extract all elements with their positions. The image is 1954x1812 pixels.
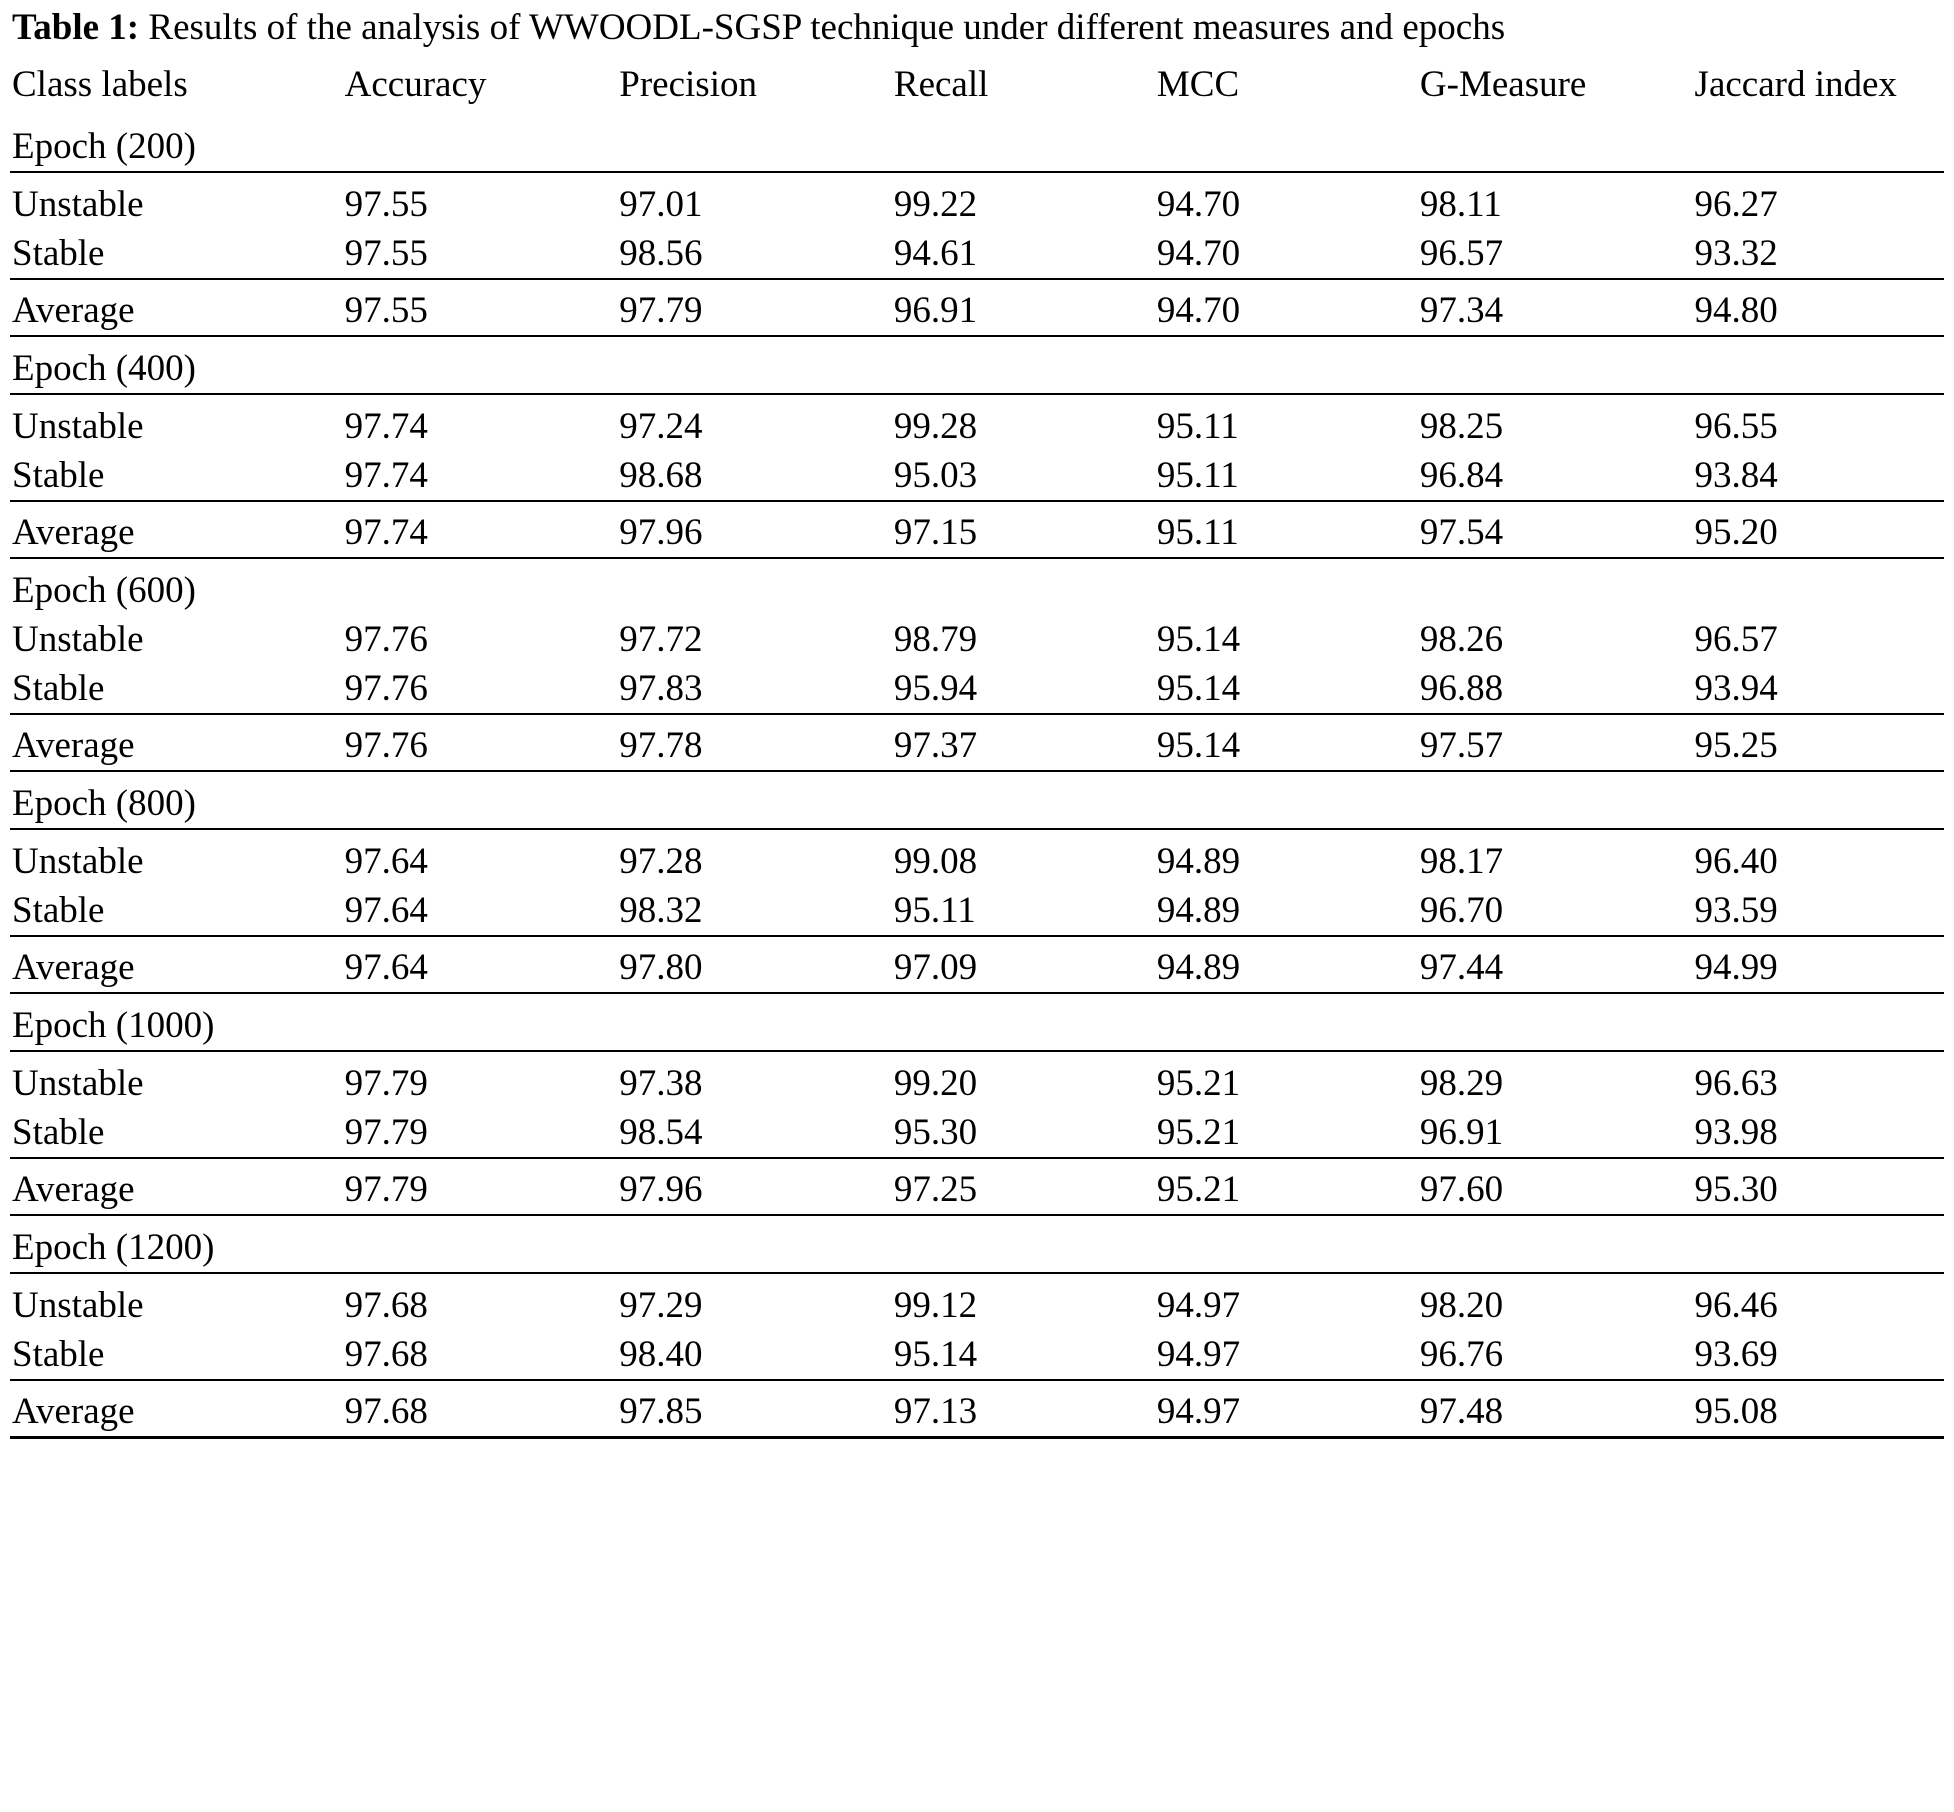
row-label: Stable xyxy=(12,454,105,496)
group-spacer xyxy=(892,1215,1155,1273)
group-header-row xyxy=(10,115,1944,172)
table-row-average xyxy=(10,936,1944,993)
group-label: Epoch (800) xyxy=(10,771,343,829)
cell-recall: 99.08 xyxy=(892,829,1155,886)
cell-g-measure: 98.26 xyxy=(1419,618,1504,660)
table-row xyxy=(10,394,1944,451)
cell-precision: 97.80 xyxy=(617,936,892,993)
cell-accuracy: 97.74 xyxy=(344,454,428,496)
row-label: Stable xyxy=(12,1111,105,1153)
cell-jaccard-index: 95.30 xyxy=(1693,1158,1944,1215)
cell-g-measure: 96.84 xyxy=(1419,454,1504,496)
table-row-average xyxy=(10,714,1944,771)
row-label: Unstable xyxy=(10,172,343,229)
column-header-jaccard-index: Jaccard index xyxy=(1694,63,1897,105)
table-head xyxy=(10,60,1944,115)
group-header-row xyxy=(10,993,1944,1051)
cell-g-measure: 96.57 xyxy=(1419,232,1504,274)
row-label: Stable xyxy=(12,232,105,274)
group-header-row xyxy=(10,1215,1944,1273)
group-label: Epoch (600) xyxy=(10,558,343,615)
group-header-row xyxy=(10,771,1944,829)
group-label: Epoch (400) xyxy=(10,336,343,394)
table-row xyxy=(10,1330,1944,1380)
row-label: Stable xyxy=(12,667,105,709)
cell-precision: 98.54 xyxy=(619,1111,703,1153)
table-row xyxy=(10,172,1944,229)
group-spacer xyxy=(892,115,1155,172)
row-label: Average xyxy=(10,1158,343,1215)
column-header-mcc: MCC xyxy=(1156,63,1240,105)
table-row xyxy=(10,829,1944,886)
cell-g-measure: 96.88 xyxy=(1419,667,1504,709)
cell-recall: 99.28 xyxy=(892,394,1155,451)
cell-g-measure: 96.91 xyxy=(1419,1111,1504,1153)
group-label: Epoch (1200) xyxy=(10,1215,343,1273)
row-label: Unstable xyxy=(10,829,343,886)
cell-jaccard-index: 96.46 xyxy=(1693,1273,1944,1330)
cell-mcc: 94.89 xyxy=(1156,889,1241,931)
cell-precision: 97.96 xyxy=(617,501,892,558)
cell-mcc: 95.21 xyxy=(1156,1111,1241,1153)
cell-accuracy: 97.68 xyxy=(343,1380,618,1438)
group-spacer xyxy=(343,558,618,615)
cell-precision: 98.40 xyxy=(619,1333,703,1375)
cell-jaccard-index: 96.63 xyxy=(1693,1051,1944,1108)
group-spacer xyxy=(617,771,892,829)
row-label: Unstable xyxy=(10,1273,343,1330)
cell-recall: 95.94 xyxy=(893,667,978,709)
cell-mcc: 95.21 xyxy=(1155,1158,1418,1215)
cell-precision: 98.68 xyxy=(619,454,703,496)
group-spacer xyxy=(1418,336,1693,394)
group-spacer xyxy=(343,336,618,394)
cell-accuracy: 97.76 xyxy=(344,667,428,709)
cell-jaccard-index: 94.80 xyxy=(1693,279,1944,336)
cell-accuracy: 97.64 xyxy=(343,936,618,993)
table-row xyxy=(10,229,1944,279)
row-label: Unstable xyxy=(12,618,144,660)
cell-recall: 99.20 xyxy=(892,1051,1155,1108)
cell-accuracy: 97.74 xyxy=(343,501,618,558)
table-row-average xyxy=(10,1380,1944,1438)
group-spacer xyxy=(1155,771,1418,829)
column-header-class-labels: Class labels xyxy=(12,63,188,105)
cell-jaccard-index: 95.25 xyxy=(1693,714,1944,771)
cell-precision: 97.72 xyxy=(619,618,703,660)
cell-recall: 95.14 xyxy=(893,1333,978,1375)
table-header-row xyxy=(10,60,1944,115)
cell-mcc: 95.11 xyxy=(1155,394,1418,451)
table-row xyxy=(10,664,1944,714)
group-spacer xyxy=(1155,115,1418,172)
results-table xyxy=(10,60,1944,1439)
group-spacer xyxy=(617,115,892,172)
group-spacer xyxy=(1693,771,1944,829)
cell-jaccard-index: 93.98 xyxy=(1694,1111,1778,1153)
cell-mcc: 94.97 xyxy=(1156,1333,1241,1375)
group-spacer xyxy=(1418,1215,1693,1273)
table-caption-label: Table 1: xyxy=(12,7,140,48)
table-row xyxy=(10,1051,1944,1108)
cell-g-measure: 98.11 xyxy=(1418,172,1693,229)
cell-mcc: 94.97 xyxy=(1155,1273,1418,1330)
cell-accuracy: 97.79 xyxy=(344,1111,428,1153)
table-row-average xyxy=(10,1158,1944,1215)
cell-mcc: 95.14 xyxy=(1156,667,1241,709)
cell-recall: 99.12 xyxy=(892,1273,1155,1330)
group-spacer xyxy=(343,993,618,1051)
row-label: Unstable xyxy=(10,1051,343,1108)
cell-accuracy: 97.55 xyxy=(343,279,618,336)
table-caption-text: Results of the analysis of WWOODL-SGSP technique under different measures and epochs xyxy=(139,7,1506,48)
cell-jaccard-index: 93.32 xyxy=(1694,232,1778,274)
cell-recall: 97.25 xyxy=(892,1158,1155,1215)
cell-g-measure: 97.34 xyxy=(1418,279,1693,336)
cell-g-measure: 98.25 xyxy=(1418,394,1693,451)
cell-precision: 97.83 xyxy=(619,667,703,709)
group-spacer xyxy=(1693,993,1944,1051)
group-spacer xyxy=(1693,336,1944,394)
column-header-precision: Precision xyxy=(619,63,757,105)
group-spacer xyxy=(1418,115,1693,172)
row-label: Average xyxy=(10,501,343,558)
cell-recall: 95.11 xyxy=(893,889,976,931)
cell-precision: 98.32 xyxy=(619,889,703,931)
cell-jaccard-index: 95.08 xyxy=(1693,1380,1944,1438)
cell-mcc: 95.11 xyxy=(1156,454,1239,496)
cell-precision: 97.38 xyxy=(617,1051,892,1108)
row-label: Average xyxy=(10,936,343,993)
cell-accuracy: 97.76 xyxy=(343,714,618,771)
cell-g-measure: 96.76 xyxy=(1419,1333,1504,1375)
cell-recall: 97.37 xyxy=(892,714,1155,771)
group-spacer xyxy=(892,336,1155,394)
cell-precision: 97.01 xyxy=(617,172,892,229)
cell-mcc: 94.89 xyxy=(1155,829,1418,886)
cell-accuracy: 97.64 xyxy=(344,889,428,931)
row-label: Unstable xyxy=(10,394,343,451)
cell-jaccard-index: 93.94 xyxy=(1694,667,1778,709)
cell-mcc: 94.70 xyxy=(1156,232,1241,274)
group-label: Epoch (200) xyxy=(12,125,196,167)
cell-recall: 95.30 xyxy=(893,1111,978,1153)
cell-accuracy: 97.74 xyxy=(343,394,618,451)
cell-g-measure: 97.44 xyxy=(1418,936,1693,993)
cell-precision: 97.79 xyxy=(617,279,892,336)
cell-jaccard-index: 93.59 xyxy=(1694,889,1778,931)
cell-mcc: 95.14 xyxy=(1155,714,1418,771)
cell-jaccard-index: 96.27 xyxy=(1693,172,1944,229)
row-label: Average xyxy=(10,714,343,771)
row-label: Average xyxy=(10,279,343,336)
group-spacer xyxy=(343,1215,618,1273)
cell-recall: 98.79 xyxy=(893,618,978,660)
table-row xyxy=(10,1273,1944,1330)
group-spacer xyxy=(1418,771,1693,829)
cell-g-measure: 98.17 xyxy=(1418,829,1693,886)
table-row xyxy=(10,886,1944,936)
group-spacer xyxy=(1418,993,1693,1051)
cell-recall: 95.03 xyxy=(893,454,978,496)
row-label: Stable xyxy=(12,1333,105,1375)
cell-g-measure: 96.70 xyxy=(1419,889,1504,931)
cell-jaccard-index: 96.40 xyxy=(1693,829,1944,886)
cell-accuracy: 97.79 xyxy=(343,1051,618,1108)
group-spacer xyxy=(617,558,892,615)
group-spacer xyxy=(617,336,892,394)
cell-accuracy: 97.68 xyxy=(343,1273,618,1330)
cell-precision: 97.78 xyxy=(617,714,892,771)
group-spacer xyxy=(343,771,618,829)
cell-g-measure: 98.29 xyxy=(1418,1051,1693,1108)
group-label: Epoch (1000) xyxy=(10,993,343,1051)
cell-precision: 97.96 xyxy=(617,1158,892,1215)
cell-jaccard-index: 96.57 xyxy=(1694,618,1778,660)
cell-mcc: 95.11 xyxy=(1155,501,1418,558)
cell-accuracy: 97.55 xyxy=(344,232,428,274)
group-spacer xyxy=(1693,558,1944,615)
cell-g-measure: 97.48 xyxy=(1418,1380,1693,1438)
row-label: Average xyxy=(10,1380,343,1438)
cell-recall: 99.22 xyxy=(892,172,1155,229)
cell-mcc: 95.14 xyxy=(1156,618,1241,660)
cell-mcc: 94.89 xyxy=(1155,936,1418,993)
column-header-accuracy: Accuracy xyxy=(344,63,487,105)
cell-g-measure: 98.20 xyxy=(1418,1273,1693,1330)
cell-jaccard-index: 93.69 xyxy=(1694,1333,1778,1375)
cell-recall: 94.61 xyxy=(893,232,978,274)
group-spacer xyxy=(1155,993,1418,1051)
cell-precision: 97.29 xyxy=(617,1273,892,1330)
cell-jaccard-index: 96.55 xyxy=(1693,394,1944,451)
table-body xyxy=(10,115,1944,1438)
cell-g-measure: 97.54 xyxy=(1418,501,1693,558)
cell-accuracy: 97.55 xyxy=(343,172,618,229)
cell-recall: 97.09 xyxy=(892,936,1155,993)
cell-accuracy: 97.76 xyxy=(344,618,428,660)
group-spacer xyxy=(892,771,1155,829)
group-spacer xyxy=(617,1215,892,1273)
cell-recall: 96.91 xyxy=(892,279,1155,336)
table-row-average xyxy=(10,279,1944,336)
table-row xyxy=(10,1108,1944,1158)
group-spacer xyxy=(1155,336,1418,394)
table-row xyxy=(10,615,1944,664)
group-spacer xyxy=(1155,558,1418,615)
cell-mcc: 94.97 xyxy=(1155,1380,1418,1438)
cell-g-measure: 97.60 xyxy=(1418,1158,1693,1215)
group-spacer xyxy=(892,993,1155,1051)
group-spacer xyxy=(892,558,1155,615)
group-spacer xyxy=(1155,1215,1418,1273)
cell-mcc: 95.21 xyxy=(1155,1051,1418,1108)
cell-accuracy: 97.68 xyxy=(344,1333,428,1375)
group-spacer xyxy=(617,993,892,1051)
cell-mcc: 94.70 xyxy=(1155,279,1418,336)
group-spacer xyxy=(1693,115,1944,172)
cell-accuracy: 97.64 xyxy=(343,829,618,886)
group-header-row xyxy=(10,336,1944,394)
group-spacer xyxy=(1693,1215,1944,1273)
cell-jaccard-index: 93.84 xyxy=(1694,454,1778,496)
cell-recall: 97.15 xyxy=(892,501,1155,558)
cell-mcc: 94.70 xyxy=(1155,172,1418,229)
group-spacer xyxy=(343,115,618,172)
column-header-g-measure: G-Measure xyxy=(1419,63,1587,105)
cell-precision: 98.56 xyxy=(619,232,703,274)
column-header-recall: Recall xyxy=(893,63,989,105)
cell-accuracy: 97.79 xyxy=(343,1158,618,1215)
table-caption xyxy=(12,6,1944,50)
cell-g-measure: 97.57 xyxy=(1418,714,1693,771)
table-row xyxy=(10,451,1944,501)
cell-jaccard-index: 94.99 xyxy=(1693,936,1944,993)
table-row-average xyxy=(10,501,1944,558)
cell-precision: 97.24 xyxy=(617,394,892,451)
group-spacer xyxy=(1418,558,1693,615)
group-header-row xyxy=(10,558,1944,615)
row-label: Stable xyxy=(12,889,105,931)
cell-jaccard-index: 95.20 xyxy=(1693,501,1944,558)
cell-recall: 97.13 xyxy=(892,1380,1155,1438)
cell-precision: 97.85 xyxy=(617,1380,892,1438)
cell-precision: 97.28 xyxy=(617,829,892,886)
